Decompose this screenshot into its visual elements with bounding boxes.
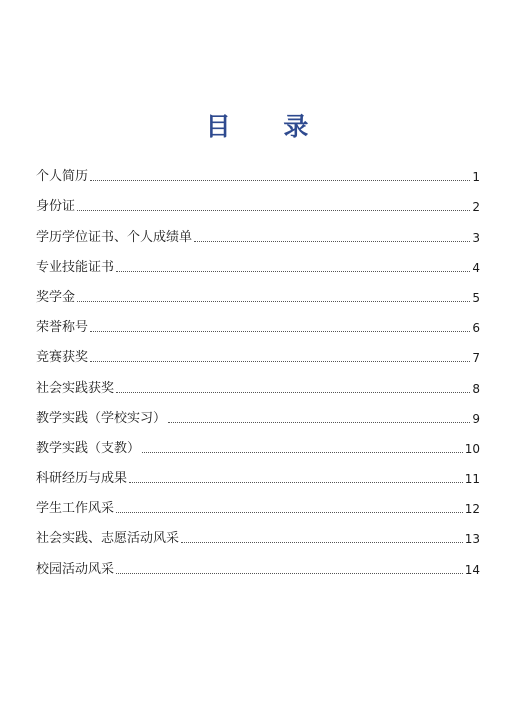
- toc-entry[interactable]: [36, 186, 480, 216]
- toc-dot-leader: [90, 330, 470, 332]
- toc-entry-label: 科研经历与成果: [36, 471, 128, 487]
- toc-entry[interactable]: [36, 488, 480, 518]
- toc-entry-label: 荣誉称号: [36, 320, 89, 336]
- toc-entry-label: 社会实践、志愿活动风采: [36, 531, 180, 547]
- toc-entry-label: 竞赛获奖: [36, 350, 89, 366]
- toc-dot-leader: [116, 511, 463, 513]
- toc-page-number: 13: [464, 532, 480, 547]
- toc-list: [36, 156, 480, 579]
- toc-entry-label: 个人简历: [36, 169, 89, 185]
- toc-entry-label: 专业技能证书: [36, 259, 115, 275]
- toc-entry[interactable]: [36, 428, 480, 458]
- toc-entry-label: 学生工作风采: [36, 501, 115, 517]
- toc-page-number: 4: [472, 260, 480, 275]
- toc-page-number: 11: [464, 472, 480, 487]
- toc-page-number: 5: [472, 290, 480, 305]
- toc-dot-leader: [90, 179, 470, 181]
- toc-entry-label: 学历学位证书、个人成绩单: [36, 229, 193, 245]
- toc-entry-label: 社会实践获奖: [36, 380, 115, 396]
- toc-dot-leader: [129, 481, 463, 483]
- toc-title: 目 录: [205, 112, 331, 141]
- toc-entry[interactable]: [36, 398, 480, 428]
- toc-entry[interactable]: [36, 548, 480, 578]
- toc-entry-label: 教学实践（学校实习）: [36, 410, 167, 426]
- toc-entry[interactable]: [36, 277, 480, 307]
- toc-dot-leader: [194, 240, 470, 242]
- toc-page-number: 10: [464, 441, 480, 456]
- toc-page-number: 8: [472, 381, 480, 396]
- toc-dot-leader: [181, 541, 463, 543]
- toc-entry[interactable]: [36, 458, 480, 488]
- toc-entry[interactable]: [36, 518, 480, 548]
- toc-dot-leader: [77, 300, 470, 302]
- toc-entry[interactable]: [36, 307, 480, 337]
- toc-page-number: 7: [472, 351, 480, 366]
- toc-entry[interactable]: [36, 337, 480, 367]
- toc-page-number: 6: [472, 321, 480, 336]
- toc-page-number: 2: [472, 200, 480, 215]
- toc-dot-leader: [116, 572, 463, 574]
- toc-entry-label: 教学实践（支教）: [36, 440, 141, 456]
- toc-page-number: 12: [464, 502, 480, 517]
- toc-page-number: 14: [464, 562, 480, 577]
- toc-entry-label: 身份证: [36, 199, 76, 215]
- toc-dot-leader: [142, 451, 463, 453]
- toc-entry[interactable]: [36, 247, 480, 277]
- toc-entry-label: 校园活动风采: [36, 561, 115, 577]
- toc-page-number: 1: [472, 170, 480, 185]
- toc-entry[interactable]: [36, 216, 480, 246]
- toc-entry[interactable]: [36, 156, 480, 186]
- toc-dot-leader: [168, 421, 470, 423]
- toc-dot-leader: [90, 360, 470, 362]
- toc-page-number: 3: [472, 230, 480, 245]
- toc-page-number: 9: [472, 411, 480, 426]
- toc-entry[interactable]: [36, 367, 480, 397]
- toc-dot-leader: [116, 391, 470, 393]
- toc-entry-label: 奖学金: [36, 289, 76, 305]
- toc-dot-leader: [77, 209, 470, 211]
- toc-dot-leader: [116, 270, 470, 272]
